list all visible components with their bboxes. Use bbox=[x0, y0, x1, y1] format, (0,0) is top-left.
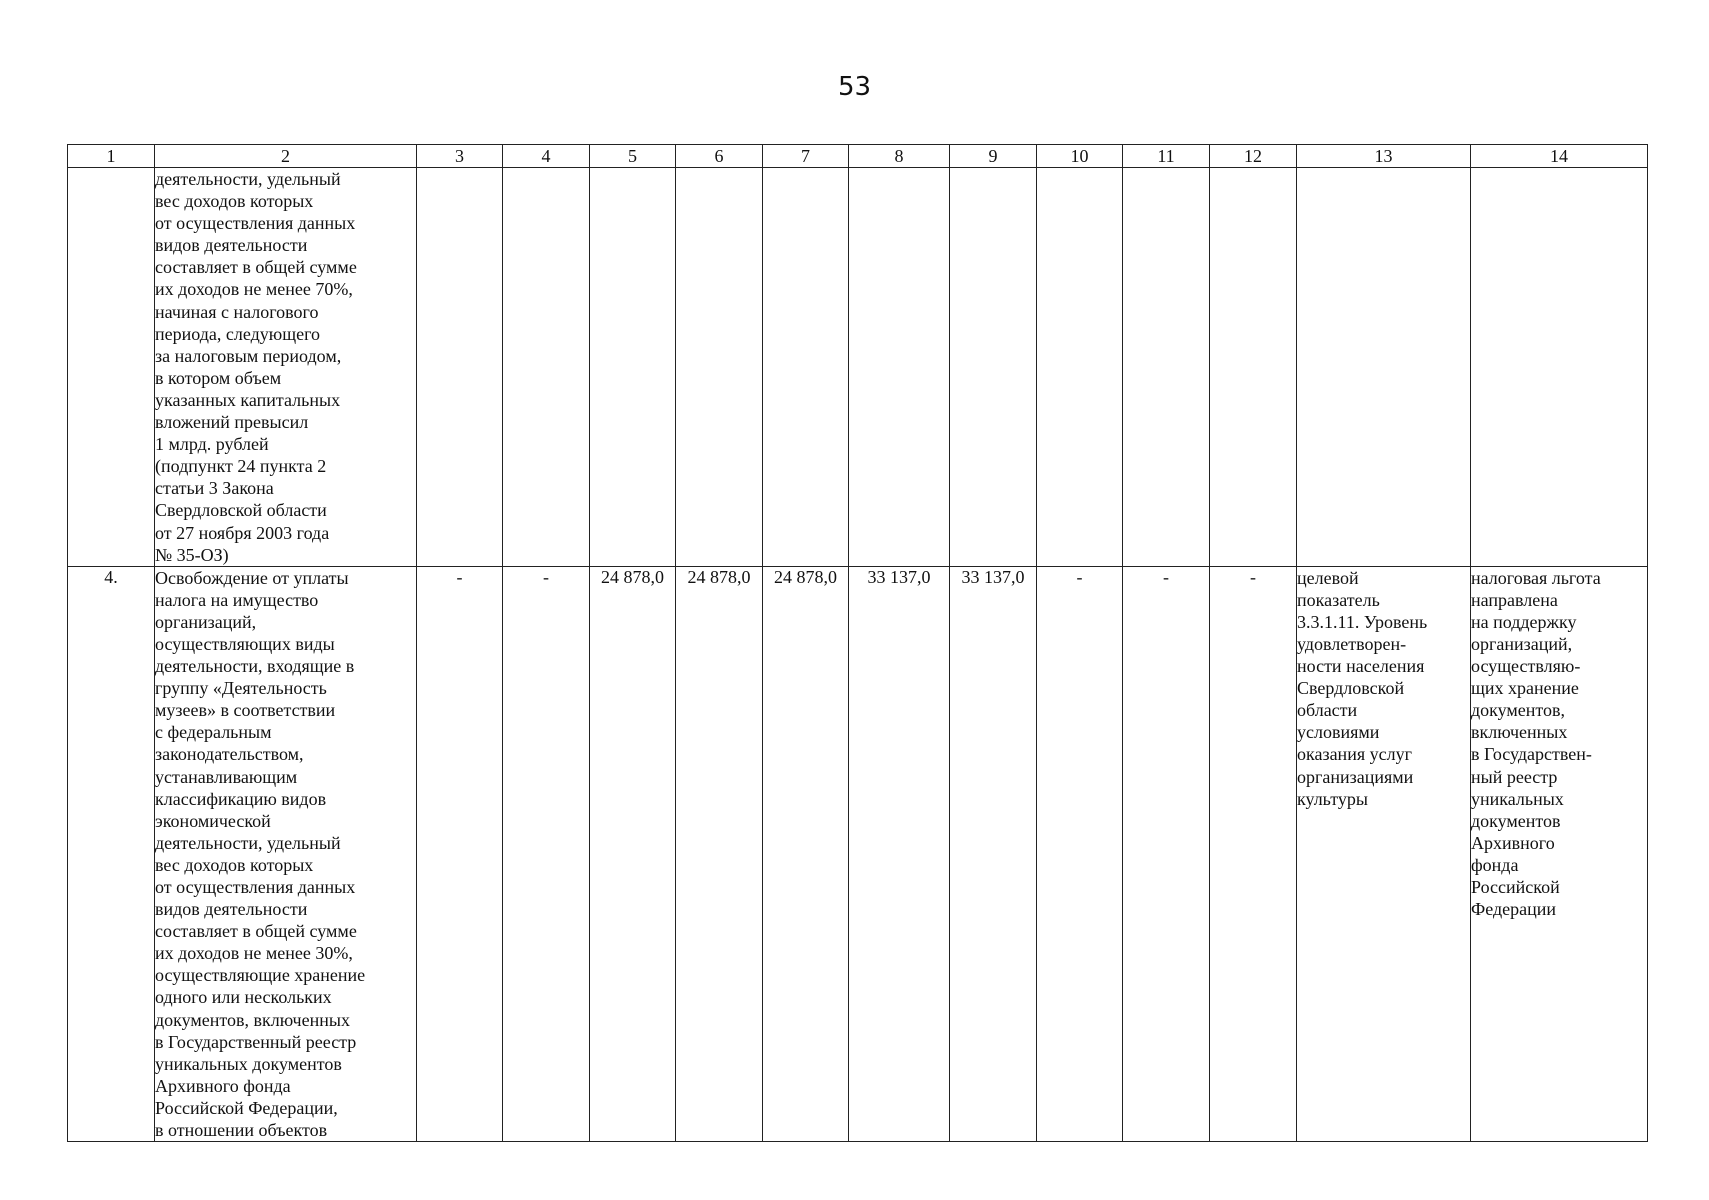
text-line: документов bbox=[1471, 810, 1561, 831]
table-row-continuation bbox=[68, 168, 1648, 567]
cell-empty bbox=[590, 168, 676, 567]
text-line: Российской bbox=[1471, 877, 1560, 897]
text-line: деятельности, удельный bbox=[155, 832, 341, 853]
text-line: с федеральным bbox=[155, 722, 272, 743]
text-line: фонда bbox=[1471, 854, 1519, 875]
text-line: щих хранение bbox=[1471, 678, 1579, 699]
header-row bbox=[68, 145, 1648, 168]
text-line: их доходов не менее 30%, bbox=[155, 943, 353, 964]
text-line: Архивного фонда bbox=[155, 1075, 291, 1096]
text-line: составляет в общей сумме bbox=[155, 257, 357, 278]
text-line: Российской Федерации, bbox=[155, 1097, 338, 1118]
text-line: в котором объем bbox=[155, 367, 282, 388]
text-line: деятельности, входящие в bbox=[155, 656, 355, 677]
text-line: статьи 3 Закона bbox=[155, 478, 274, 499]
cell-col-7: 24 878,0 bbox=[763, 566, 849, 1141]
text-line: вес доходов которых bbox=[155, 854, 314, 875]
text-line: показатель bbox=[1297, 589, 1380, 610]
text-line: устанавливающим bbox=[155, 766, 298, 787]
text-line: деятельности, удельный bbox=[155, 169, 341, 189]
text-line: 1 млрд. рублей bbox=[155, 434, 269, 455]
text-line: группу «Деятельность bbox=[155, 678, 327, 699]
cell-col-6: 24 878,0 bbox=[676, 566, 763, 1141]
text-line: целевой bbox=[1297, 567, 1359, 588]
cell-empty bbox=[849, 168, 950, 567]
text-line: их доходов не менее 70%, bbox=[155, 279, 353, 300]
cell-col-10: - bbox=[1037, 566, 1123, 1141]
text-line: Федерации bbox=[1471, 899, 1557, 920]
header-cell-8: 8 bbox=[849, 145, 950, 168]
header-cell-10: 10 bbox=[1037, 145, 1123, 168]
text-line: организаций, bbox=[155, 611, 257, 632]
text-line: документов, включенных bbox=[155, 1009, 350, 1030]
text-line: вложений превысил bbox=[155, 412, 309, 433]
cell-empty bbox=[1210, 168, 1297, 567]
header-cell-9: 9 bbox=[950, 145, 1037, 168]
text-line: осуществляющие хранение bbox=[155, 965, 366, 986]
header-cell-2: 2 bbox=[155, 145, 417, 168]
cell-empty bbox=[1297, 168, 1471, 567]
text-line: 3.3.1.11. Уровень bbox=[1297, 611, 1428, 632]
cell-empty bbox=[417, 168, 503, 567]
text-line: уникальных bbox=[1471, 788, 1564, 809]
header-cell-1: 1 bbox=[68, 145, 155, 168]
text-line: от осуществления данных bbox=[155, 213, 356, 234]
cell-description bbox=[155, 168, 417, 567]
header-cell-12: 12 bbox=[1210, 145, 1297, 168]
text-line: организациями bbox=[1297, 766, 1414, 787]
text-line: (подпункт 24 пункта 2 bbox=[155, 456, 327, 477]
cell-empty bbox=[1037, 168, 1123, 567]
text-line: классификацию видов bbox=[155, 788, 327, 809]
text-line: видов деятельности bbox=[155, 235, 308, 256]
cell-col-11: - bbox=[1123, 566, 1210, 1141]
table-row-4 bbox=[68, 566, 1648, 1141]
text-line: видов деятельности bbox=[155, 899, 308, 920]
text-line: вес доходов которых bbox=[155, 191, 314, 212]
benefits-table bbox=[67, 144, 1648, 1142]
text-line: в отношении объектов bbox=[155, 1120, 328, 1141]
text-line: ный реестр bbox=[1471, 766, 1558, 787]
text-line: области bbox=[1297, 700, 1358, 721]
cell-col-12: - bbox=[1210, 566, 1297, 1141]
text-line: Свердловской bbox=[1297, 678, 1405, 699]
text-line: документов, bbox=[1471, 700, 1566, 721]
text-line: музеев» в соответствии bbox=[155, 700, 336, 721]
text-line: направлена bbox=[1471, 589, 1558, 610]
text-line: от осуществления данных bbox=[155, 877, 356, 897]
text-line: налоговая льгота bbox=[1471, 567, 1601, 588]
text-line: осуществляю- bbox=[1471, 656, 1581, 677]
text-line: № 35-ОЗ) bbox=[155, 544, 229, 565]
text-line: ности населения bbox=[1297, 656, 1425, 677]
cell-description bbox=[155, 566, 417, 1141]
header-cell-13: 13 bbox=[1297, 145, 1471, 168]
cell-empty bbox=[950, 168, 1037, 567]
text-line: от 27 ноября 2003 года bbox=[155, 522, 330, 543]
text-line: культуры bbox=[1297, 788, 1368, 809]
cell-col-5: 24 878,0 bbox=[590, 566, 676, 1141]
cell-empty bbox=[763, 168, 849, 567]
cell-empty bbox=[1123, 168, 1210, 567]
text-line: уникальных документов bbox=[155, 1053, 342, 1074]
text-line: оказания услуг bbox=[1297, 744, 1412, 765]
text-line: составляет в общей сумме bbox=[155, 921, 357, 942]
text-line: в Государствен- bbox=[1471, 744, 1592, 765]
text-line: Свердловской области bbox=[155, 500, 327, 521]
text-line: организаций, bbox=[1471, 633, 1573, 654]
cell-empty bbox=[1471, 168, 1648, 567]
header-cell-14: 14 bbox=[1471, 145, 1648, 168]
text-line: Архивного bbox=[1471, 832, 1555, 853]
text-line: начиная с налогового bbox=[155, 301, 319, 322]
cell-col-4: - bbox=[503, 566, 590, 1141]
text-line: в Государственный реестр bbox=[155, 1031, 357, 1052]
text-line: за налоговым периодом, bbox=[155, 345, 342, 366]
text-line: налога на имущество bbox=[155, 589, 319, 610]
cell-empty bbox=[503, 168, 590, 567]
text-line: осуществляющих виды bbox=[155, 633, 335, 654]
cell-empty bbox=[676, 168, 763, 567]
header-cell-3: 3 bbox=[417, 145, 503, 168]
text-line: периода, следующего bbox=[155, 323, 320, 344]
cell-col-9: 33 137,0 bbox=[950, 566, 1037, 1141]
cell-col-8: 33 137,0 bbox=[849, 566, 950, 1141]
text-line: экономической bbox=[155, 810, 271, 831]
cell-num bbox=[68, 168, 155, 567]
text-line: удовлетворен- bbox=[1297, 633, 1407, 654]
page-number: 53 bbox=[837, 72, 872, 102]
header-cell-11: 11 bbox=[1123, 145, 1210, 168]
cell-col-3: - bbox=[417, 566, 503, 1141]
text-line: Освобождение от уплаты bbox=[155, 567, 349, 588]
header-cell-4: 4 bbox=[503, 145, 590, 168]
cell-num: 4. bbox=[68, 566, 155, 1141]
header-cell-5: 5 bbox=[590, 145, 676, 168]
cell-rationale bbox=[1471, 566, 1648, 1141]
text-line: законодательством, bbox=[155, 744, 304, 765]
header-cell-7: 7 bbox=[763, 145, 849, 168]
text-line: на поддержку bbox=[1471, 611, 1577, 632]
text-line: одного или нескольких bbox=[155, 987, 332, 1008]
cell-indicator bbox=[1297, 566, 1471, 1141]
header-cell-6: 6 bbox=[676, 145, 763, 168]
text-line: указанных капитальных bbox=[155, 389, 341, 410]
text-line: условиями bbox=[1297, 722, 1380, 743]
text-line: включенных bbox=[1471, 722, 1568, 743]
